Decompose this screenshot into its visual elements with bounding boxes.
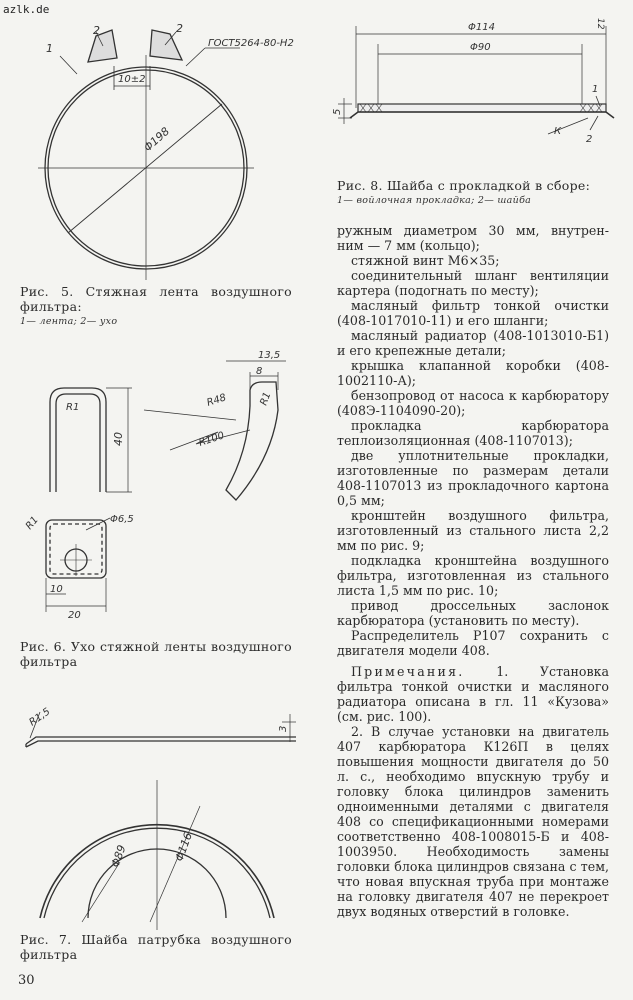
fig8-callout-2: 2: [586, 134, 593, 145]
fig5-callout-2a: 2: [93, 24, 100, 37]
fig5-legend: 1— лента; 2— ухо: [20, 316, 118, 327]
fig6-caption-line1: Рис. 6. Ухо стяжной ленты воздушного: [20, 639, 292, 654]
item-seal-gaskets: две уплотнительные прокладки, изготовленные по размерам детали 408-1107013 из прокладочного картона 0,5 мм;: [337, 448, 609, 508]
fig6-w8: 8: [256, 366, 263, 377]
fig7-r1_5: R1,5: [27, 706, 53, 729]
fig7-caption-line1: Рис. 7. Шайба патрубка воздушного: [20, 932, 292, 947]
fig6-w10: 10: [50, 584, 63, 595]
fig6-hole-diameter: Φ6,5: [110, 514, 134, 525]
fig6-w20: 20: [68, 610, 81, 621]
fig8-callout-1: 1: [592, 84, 599, 95]
fig5-gap: 10±2: [118, 74, 146, 85]
item-fuel-line: бензопровод от насоса к карбюратору (408Э-1104090-20);: [337, 388, 609, 418]
fig6-w13_5: 13,5: [258, 350, 281, 361]
fig6-h40: 40: [112, 432, 125, 446]
distributor-note: Распределитель Р107 сохранить с двигателя модели 408.: [337, 628, 609, 658]
fig5-caption-line1: Рис. 5. Стяжная лента воздушного: [20, 284, 292, 299]
item-radiator: масляный радиатор (408-1013010-Б1) и его крепежные детали;: [337, 328, 609, 358]
page-number: 30: [18, 973, 35, 988]
notes-heading: Примечания.: [351, 664, 465, 679]
fig7-caption-line2: фильтра: [20, 947, 78, 962]
fig6-caption-line2: фильтра: [20, 654, 78, 669]
fig8-corner: 12: [595, 18, 605, 30]
item-screw: стяжной винт М6×35;: [351, 253, 500, 268]
fig8-k: К: [554, 126, 562, 137]
fig8-d90: Φ90: [470, 42, 491, 53]
fig8-legend: 1— войлочная прокладка; 2— шайба: [337, 195, 532, 206]
fig8-felt-pad: [358, 104, 606, 112]
fig6-r1b: R1: [258, 390, 274, 408]
fig5-diameter: Φ198: [141, 124, 173, 155]
fig6-r1c: R1: [23, 514, 41, 532]
note-1: [337, 664, 609, 724]
fig8-d114: Φ114: [468, 22, 495, 33]
item-valve-cover: крышка клапанной коробки (408-1002110-А);: [337, 358, 609, 388]
fig8-washer: [350, 112, 614, 118]
note-2: 2. В случае установки на двигатель 407 карбюратора К126П в целях повышения мощности двигателя до 50 л. с., необходимо впускную трубу и головку блока цилиндров заменить одноименными деталями с двигателя 408 со спецификационными номерами соответственно 408-1008015-Б и 408-1003950. Необходимость замены головки блока цилиндров связана с тем, что новая впускная труба при монтаже на головку двигателя 407 не перекроет двух водяных отверстий в головке.: [337, 724, 609, 919]
item-throttle-drive: привод дроссельных заслонок карбюратора (установить по месту).: [337, 598, 609, 628]
text-line-1: ружным диаметром 30 мм, внутрен-: [337, 223, 609, 238]
note-1-text: 1. Установка фильтра тонкой очистки и масляного радиатора описана в гл. 11 «Кузова» (см. рис. 100).: [337, 664, 609, 724]
fig8-h5: 5: [332, 108, 343, 115]
fig6-r100: R100: [197, 430, 226, 449]
item-hose: соединительный шланг вентиляции картера (подогнать по месту);: [337, 268, 609, 298]
fig5-callout-2b: 2: [176, 22, 183, 35]
item-carb-gasket: прокладка карбюратора теплоизоляционная (408-1107013);: [337, 418, 609, 448]
item-bracket-pad: подкладка кронштейна воздушного фильтра, изготовленная из стального листа 1,5 мм по рис. 10;: [337, 553, 609, 598]
fig8-caption-text: Рис. 8. Шайба с прокладкой в сборе:: [337, 178, 591, 193]
fig7-d116: Φ116: [172, 830, 195, 864]
watermark: azlk.de: [3, 3, 50, 16]
fig5-callout-1: 1: [46, 42, 53, 55]
fig7-h3: 3: [278, 725, 289, 732]
fig6-r48: R48: [205, 392, 228, 409]
fig5-gost: ГОСТ5264-80-Н2: [208, 38, 294, 49]
item-oil-filter: масляный фильтр тонкой очистки (408-1017010-11) и его шланги;: [337, 298, 609, 328]
fig8-caption: [337, 178, 609, 208]
text-line-2: ним — 7 мм (кольцо);: [337, 238, 480, 253]
fig5-caption-line2: фильтра:: [20, 299, 82, 314]
fig6-r1a: R1: [66, 402, 80, 413]
item-bracket: кронштейн воздушного фильтра, изготовленный из стального листа 2,2 мм по рис. 9;: [337, 508, 609, 553]
fig7-d89: Φ89: [108, 843, 129, 870]
body-text: [337, 223, 609, 919]
